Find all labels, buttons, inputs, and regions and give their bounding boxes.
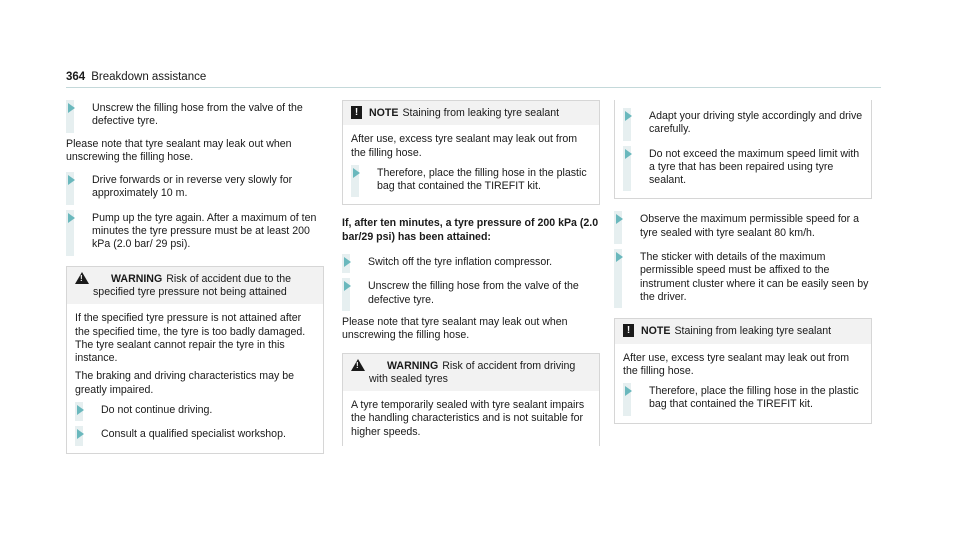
warning-triangle-icon: ! xyxy=(75,272,89,284)
warning-box xyxy=(342,353,600,446)
column-2 xyxy=(342,100,600,458)
exclamation-icon: ! xyxy=(351,106,362,119)
instruction-step: Adapt your driving style accordingly and drive carefully. xyxy=(623,108,863,141)
section-title: Breakdown assistance xyxy=(91,71,207,83)
instruction-step: Therefore, place the filling hose in the plastic bag that contained the TIREFIT kit. xyxy=(351,165,591,198)
instruction-step: Do not continue driving. xyxy=(75,402,315,421)
step-arrow-icon xyxy=(625,111,632,121)
paragraph: Please note that tyre sealant may leak out when unscrewing the filling hose. xyxy=(66,137,292,163)
note-box xyxy=(614,318,872,423)
note-label: NOTE xyxy=(641,325,671,338)
warning-triangle-icon: ! xyxy=(351,359,365,371)
step-arrow-icon xyxy=(625,386,632,396)
instruction-step: Unscrew the filling hose from the valve of the defective tyre. xyxy=(66,100,324,133)
note-text: After use, excess tyre sealant may leak out from the filling hose. xyxy=(351,133,578,159)
note-text: After use, excess tyre sealant may leak out from the filling hose. xyxy=(623,351,850,377)
warning-text: If the specified tyre pressure is not attained after the specified time, the tyre is too badly damaged. The tyre sealant cannot repair the tyre in this instance. xyxy=(75,312,306,365)
step-arrow-icon xyxy=(344,257,351,267)
warning-box xyxy=(66,266,324,454)
warning-header xyxy=(343,354,599,392)
step-arrow-icon xyxy=(68,213,75,223)
warning-label: WARNING xyxy=(111,272,163,285)
instruction-step: Do not exceed the maximum speed limit with a tyre that has been repaired using tyre sealant. xyxy=(623,146,863,192)
step-arrow-icon xyxy=(344,281,351,291)
header-rule xyxy=(66,87,881,88)
note-box xyxy=(342,100,600,205)
instruction-step: Switch off the tyre inflation compressor. xyxy=(342,254,600,273)
note-header xyxy=(343,101,599,125)
step-arrow-icon xyxy=(68,103,75,113)
warning-label: WARNING xyxy=(387,359,439,372)
step-arrow-icon xyxy=(353,168,360,178)
instruction-step: Pump up the tyre again. After a maximum of ten minutes the tyre pressure must be at least 200 kPa (2.0 bar/ 29 psi). xyxy=(66,210,324,256)
instruction-step: Consult a qualified specialist workshop. xyxy=(75,426,315,445)
column-1 xyxy=(66,100,324,466)
step-arrow-icon xyxy=(616,252,623,262)
step-arrow-icon xyxy=(77,405,84,415)
instruction-step: Therefore, place the filling hose in the plastic bag that contained the TIREFIT kit. xyxy=(623,383,863,416)
instruction-step: Observe the maximum permissible speed for a tyre sealed with tyre sealant 80 km/h. xyxy=(614,211,872,244)
step-arrow-icon xyxy=(616,214,623,224)
step-arrow-icon xyxy=(77,429,84,439)
instruction-step: The sticker with details of the maximum permissible speed must be affixed to the instrument cluster where it can be easily seen by the driver. xyxy=(614,249,872,308)
note-title: Staining from leaking tyre sealant xyxy=(402,107,560,119)
note-header xyxy=(615,319,871,343)
warning-text: The braking and driving characteristics may be greatly impaired. xyxy=(75,370,295,396)
note-title: Staining from leaking tyre sealant xyxy=(674,325,832,338)
instruction-step: Drive forwards or in reverse very slowly for approximately 10 m. xyxy=(66,172,324,205)
step-arrow-icon xyxy=(68,175,75,185)
paragraph: Please note that tyre sealant may leak out when unscrewing the filling hose. xyxy=(342,315,568,342)
page-number: 364 xyxy=(66,71,86,83)
instruction-step: Unscrew the filling hose from the valve of the defective tyre. xyxy=(342,278,600,311)
warning-header xyxy=(67,267,323,305)
section-heading: If, after ten minutes, a tyre pressure of 200 kPa (2.0 bar/29 psi) has been attained: xyxy=(342,217,599,243)
warning-title: Risk of accident from driving with sealed tyres xyxy=(369,359,576,385)
warning-text: A tyre temporarily sealed with tyre sealant impairs the handling characteristics and is not suitable for higher speeds. xyxy=(351,399,585,438)
warning-box-continued xyxy=(614,100,872,199)
column-3 xyxy=(614,100,872,436)
note-label: NOTE xyxy=(369,107,399,119)
exclamation-icon: ! xyxy=(623,324,634,337)
step-arrow-icon xyxy=(625,149,632,159)
warning-title: Risk of accident due to the specified tyre pressure not being attained xyxy=(93,272,292,298)
page-header xyxy=(66,71,206,84)
